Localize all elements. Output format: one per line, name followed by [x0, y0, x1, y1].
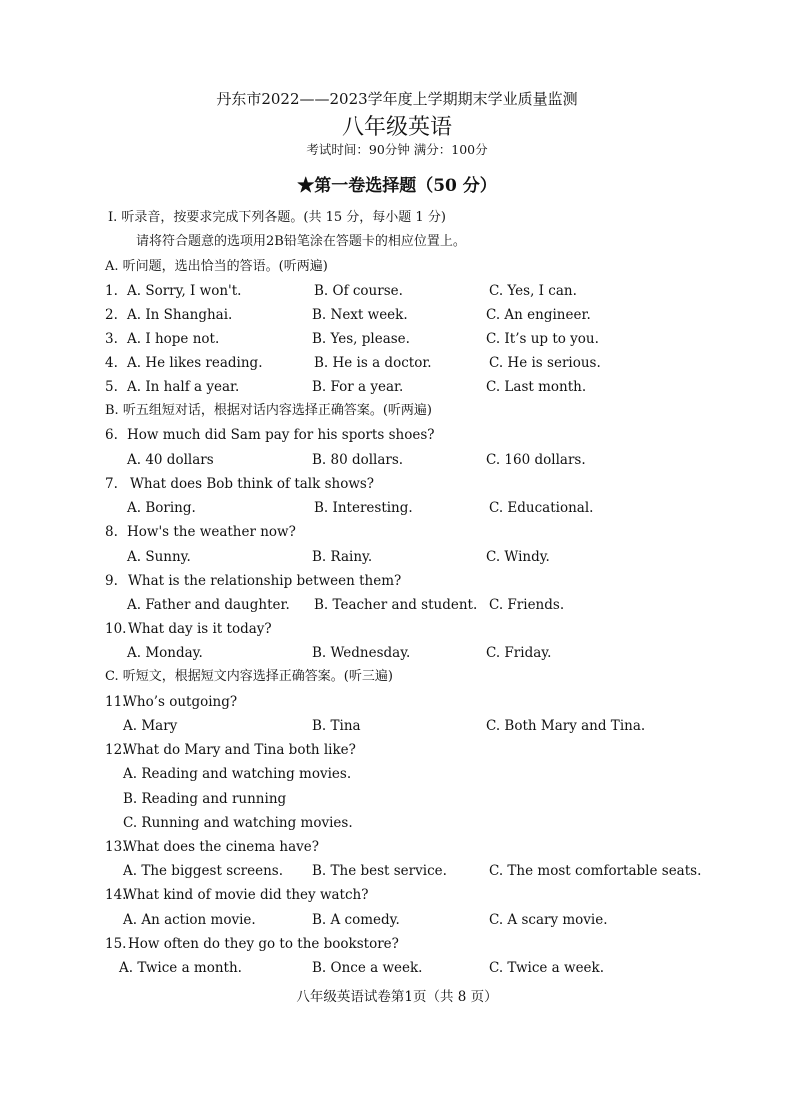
question-text: How's the weather now?: [127, 524, 296, 540]
section-1-note: 请将符合题意的选项用2B铅笔涂在答题卡的相应位置上。: [136, 234, 466, 249]
option-b: B. Yes, please.: [312, 331, 410, 347]
option-b: B. 80 dollars.: [312, 452, 404, 468]
option-a: A. He likes reading.: [127, 355, 263, 371]
section-1-title: Ⅰ. 听录音，按要求完成下列各题。(共 15 分，每小题 1 分): [108, 210, 446, 225]
question-text: What does the cinema have?: [123, 839, 320, 855]
option-c: C. He is serious.: [489, 355, 601, 371]
option-a: A. Reading and watching movies.: [123, 766, 352, 782]
question-number: 10.: [105, 621, 127, 637]
option-a: A. The biggest screens.: [123, 863, 284, 879]
option-b: B. Tina: [312, 718, 361, 734]
exam-time-score: 考试时间：90分钟 满分：100分: [306, 142, 488, 157]
question-text: How often do they go to the bookstore?: [128, 936, 399, 952]
option-c: C. Both Mary and Tina.: [486, 718, 646, 734]
option-a: A. Father and daughter.: [127, 597, 290, 613]
option-c: C. Friends.: [489, 597, 565, 613]
question-number: 8.: [105, 524, 118, 540]
question-number: 7.: [105, 476, 118, 492]
question-number: 4.: [105, 355, 118, 371]
part-c-title: C. 听短文，根据短文内容选择正确答案。(听三遍): [105, 669, 393, 684]
part-a-title: A. 听问题，选出恰当的答语。(听两遍): [105, 259, 328, 274]
option-c: C. Friday.: [486, 645, 552, 661]
question-number: 14.: [105, 887, 127, 903]
option-b: B. Wednesday.: [312, 645, 411, 661]
question-text: What do Mary and Tina both like?: [123, 742, 356, 758]
option-a: A. Boring.: [127, 500, 196, 516]
question-text: How much did Sam pay for his sports shoes?: [127, 427, 435, 443]
option-b: B. Reading and running: [123, 791, 287, 807]
option-b: B. For a year.: [312, 379, 404, 395]
option-a: A. I hope not.: [127, 331, 220, 347]
option-a: A. An action movie.: [123, 912, 256, 928]
option-c: C. Yes, I can.: [489, 283, 577, 299]
option-c: C. Educational.: [489, 500, 594, 516]
option-b: B. Interesting.: [314, 500, 413, 516]
option-c: C. Twice a week.: [489, 960, 605, 976]
page-footer: 八年级英语试卷第1页（共 8 页）: [296, 989, 498, 1005]
question-number: 12.: [105, 742, 127, 758]
option-a: A. Mary: [123, 718, 178, 734]
option-b: B. A comedy.: [312, 912, 400, 928]
option-c: C. Running and watching movies.: [123, 815, 353, 831]
question-number: 5.: [105, 379, 118, 395]
exam-header-line: 丹东市2022——2023学年度上学期期末学业质量监测: [216, 90, 578, 108]
part-b-title: B. 听五组短对话，根据对话内容选择正确答案。(听两遍): [105, 403, 432, 418]
option-b: B. Rainy.: [312, 549, 373, 565]
option-b: B. Once a week.: [312, 960, 423, 976]
option-c: C. Last month.: [486, 379, 587, 395]
question-number: 6.: [105, 427, 118, 443]
option-c: C. The most comfortable seats.: [489, 863, 702, 879]
option-a: A. Sunny.: [127, 549, 191, 565]
option-a: A. 40 dollars: [127, 452, 214, 468]
question-number: 1.: [105, 283, 118, 299]
question-text: What kind of movie did they watch?: [123, 887, 369, 903]
option-b: B. He is a doctor.: [314, 355, 432, 371]
option-c: C. An engineer.: [486, 307, 591, 323]
question-number: 9.: [105, 573, 118, 589]
question-number: 3.: [105, 331, 118, 347]
option-c: C. A scary movie.: [489, 912, 608, 928]
question-text: Who’s outgoing?: [123, 694, 238, 710]
question-number: 15.: [105, 936, 127, 952]
option-c: C. 160 dollars.: [486, 452, 586, 468]
option-b: B. The best service.: [312, 863, 447, 879]
exam-subject-title: 八年级英语: [341, 115, 452, 140]
option-a: A. In half a year.: [127, 379, 240, 395]
option-a: A. Twice a month.: [119, 960, 242, 976]
option-a: A. In Shanghai.: [127, 307, 233, 323]
option-b: B. Teacher and student.: [314, 597, 478, 613]
question-text: What is the relationship between them?: [128, 573, 402, 589]
volume-title: ★第一卷选择题（50 分）: [297, 176, 497, 196]
option-b: B. Next week.: [312, 307, 408, 323]
option-a: A. Sorry, I won't.: [127, 283, 242, 299]
option-a: A. Monday.: [127, 645, 203, 661]
question-number: 11.: [105, 694, 127, 710]
option-c: C. Windy.: [486, 549, 550, 565]
option-c: C. It’s up to you.: [486, 331, 599, 347]
option-b: B. Of course.: [314, 283, 403, 299]
question-number: 2.: [105, 307, 118, 323]
question-text: What day is it today?: [128, 621, 272, 637]
question-number: 13.: [105, 839, 127, 855]
question-text: What does Bob think of talk shows?: [130, 476, 375, 492]
